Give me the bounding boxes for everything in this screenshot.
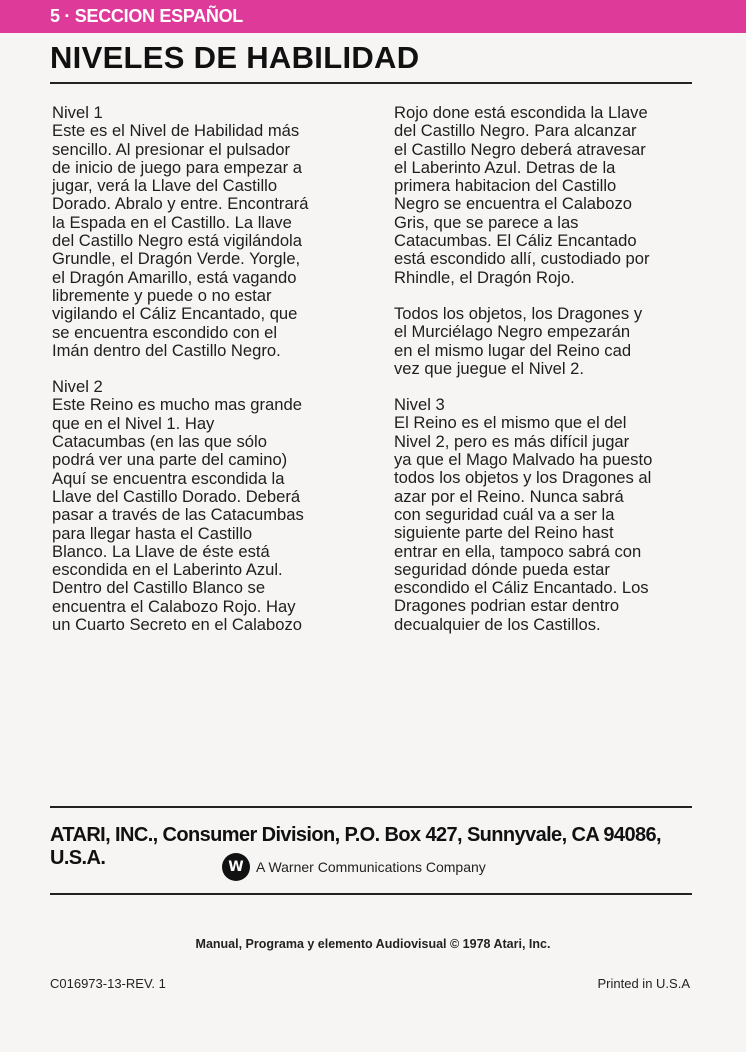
warner-text: A Warner Communications Company [256, 859, 486, 875]
footer-divider-bottom [50, 893, 692, 895]
block-heading: Nivel 2 [52, 377, 103, 397]
catalog-number: C016973-13-REV. 1 [50, 976, 166, 991]
warner-logo-icon: W [222, 853, 250, 881]
text-block [394, 104, 694, 287]
company-address: ATARI, INC., Consumer Division, P.O. Box 427, Sunnyvale, CA 94086, U.S.A. [50, 824, 661, 869]
block-text: Este es el Nivel de Habilidad más sencillo. Al presionar el pulsador de inicio de juego para empezar a jugar, verá la Llave del Castillo Dorado. Abralo y entre. Encontrará la Espada en el Castillo. La llave del Castillo Negro está vigilándola Grundle, el Dragón Verde. Yorgle, el Dragón Amarillo, está vagando libremente y puede o no estar vigilando el Cáliz Encantado, que se encuentra escondido con el Imán dentro del Castillo Negro. [52, 121, 309, 360]
left-column [52, 104, 352, 652]
block-heading: Nivel 1 [52, 103, 103, 122]
title-divider [50, 82, 692, 84]
right-column [394, 104, 694, 652]
copyright: Manual, Programa y elemento Audiovisual © 1978 Atari, Inc. [195, 937, 551, 951]
block-text: Rojo done está escondida la Llave del Castillo Negro. Para alcanzar el Castillo Negro deberá atravesar el Laberinto Azul. Detras de la primera habitacion del Castillo Negro se encuentra el Calabozo Gris, que se parece a las Catacumbas. El Cáliz Encantado está escondido allí, custodiado por Rhindle, el Dragón Rojo. [394, 103, 650, 287]
block-text: Este Reino es mucho mas grande que en el Nivel 1. Hay Catacumbas (en las que sólo podrá ver una parte del camino) Aquí se encuentra escondida la Llave del Castillo Dorado. Deberá pasar a través de las Catacumbas para llegar hasta el Castillo Blanco. La Llave de éste está escondida en el Laberinto Azul. Dentro del Castillo Blanco se encuentra el Calabozo Rojo. Hay un Cuarto Secreto en el Calabozo [52, 395, 304, 635]
text-block [394, 396, 694, 634]
text-block [52, 378, 352, 634]
text-block [394, 305, 694, 378]
warner-line [222, 853, 486, 881]
text-block [52, 104, 352, 360]
block-text: Todos los objetos, los Dragones y el Murciélago Negro empezarán en el mismo lugar del Reino cad vez que juegue el Nivel 2. [394, 303, 643, 378]
block-text: El Reino es el mismo que el del Nivel 2, pero es más difícil jugar ya que el Mago Malvado ha puesto todos los objetos y los Dragones al azar por el Reino. Nunca sabrá con seguridad cuál va a ser la siguiente parte del Reino hast entrar en ella, tampoco sabrá con seguridad dónde pueda estar escondido el Cáliz Encantado. Los Dragones podrian estar dentro decualquier de los Castillos. [394, 413, 653, 634]
footer-divider-top [50, 806, 692, 808]
printed-in: Printed in U.S.A [597, 976, 690, 991]
block-heading: Nivel 3 [394, 395, 445, 415]
page-title: NIVELES DE HABILIDAD [50, 40, 420, 75]
section-label: 5 · SECCION ESPAÑOL [50, 6, 243, 26]
